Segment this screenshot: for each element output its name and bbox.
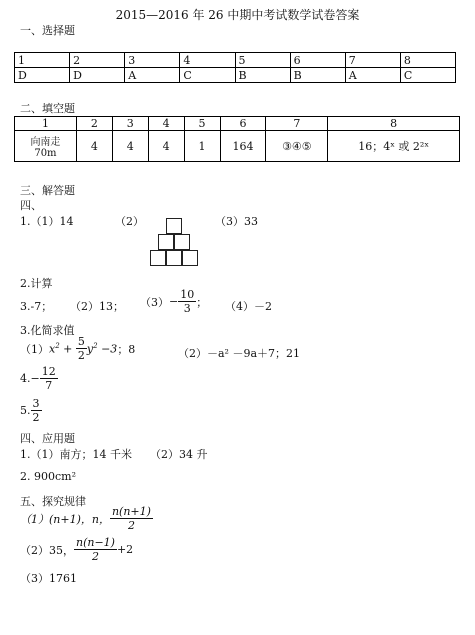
q3-part2: （2）－a² －9a＋7；21	[178, 347, 301, 360]
separator: ；	[196, 295, 208, 309]
section-solve-heading: 三、解答题	[20, 184, 75, 197]
q2-part2: （2）13；	[70, 300, 124, 313]
table-cell: 1	[15, 53, 70, 68]
cube-square	[150, 250, 166, 266]
q1-part1: 1.（1）14	[20, 215, 74, 228]
table-cell: 向南走 70m	[15, 131, 77, 162]
section-application-heading: 四、应用题	[20, 432, 75, 445]
section-fill-heading: 二、填空题	[20, 102, 75, 115]
fraction	[110, 506, 153, 531]
cube-view-figure	[150, 218, 200, 268]
q2-part3	[140, 289, 207, 314]
cube-square	[174, 234, 190, 250]
table-cell: 4	[76, 131, 112, 162]
fraction	[76, 336, 87, 361]
table-cell: 2	[76, 117, 112, 131]
app-answer-2: 2. 900cm²	[20, 470, 76, 483]
fraction-numerator: n(n−1)	[76, 536, 115, 549]
page-title: 2015—2016 年 26 中期中考试数学试卷答案	[115, 8, 360, 22]
table-cell: 8	[328, 117, 460, 131]
math-expression: $y^2 -3$	[86, 341, 118, 356]
table-cell: 3	[125, 53, 180, 68]
fraction	[178, 289, 196, 314]
section-pattern-heading: 五、探究规律	[20, 495, 86, 508]
q4-label: 4.	[20, 372, 31, 385]
table-cell: 4	[180, 53, 235, 68]
table-cell: D	[15, 68, 70, 83]
pattern-answer-2-label: （2）35，	[20, 543, 74, 557]
fraction-numerator: 5	[77, 335, 85, 348]
table-cell: 4	[148, 131, 184, 162]
table-cell: D	[70, 68, 125, 83]
cube-square	[166, 250, 182, 266]
fill-number-row	[15, 117, 460, 131]
table-cell: ③④⑤	[266, 131, 328, 162]
table-cell: 164	[220, 131, 266, 162]
table-cell: B	[235, 68, 290, 83]
fraction-numerator: 10	[180, 288, 195, 301]
q1-part3: （3）33	[215, 215, 258, 228]
table-cell: 6	[290, 53, 345, 68]
table-cell: B	[290, 68, 345, 83]
table-cell: 16；4ˣ 或 2²ˣ	[328, 131, 460, 162]
q2-heading: 2.计算	[20, 277, 53, 290]
app-answer-1: 1.（1）南方；14 千米	[20, 448, 132, 461]
table-cell: A	[345, 68, 400, 83]
table-cell: 1	[184, 131, 220, 162]
q4-answer	[20, 366, 58, 391]
table-cell: 4	[112, 131, 148, 162]
cube-square	[166, 218, 182, 234]
pattern-answer-3: （3）1761	[20, 572, 77, 585]
choice-answer-row	[15, 68, 456, 83]
table-cell: C	[180, 68, 235, 83]
pattern-answer-1	[20, 506, 153, 531]
fraction-denominator: 2	[32, 411, 40, 424]
q3-heading: 3.化简求值	[20, 324, 75, 337]
table-cell: 7	[266, 117, 328, 131]
q3-part1-result: ；8	[117, 342, 136, 356]
fraction-denominator: 2	[91, 550, 99, 563]
q5-answer	[20, 398, 42, 423]
table-cell: C	[400, 68, 455, 83]
table-cell: 6	[220, 117, 266, 131]
fraction-numerator: n(n+1)	[111, 505, 151, 518]
q1-part2-label: （2）	[115, 215, 144, 228]
table-cell: 1	[15, 117, 77, 131]
minus-sign: −	[169, 295, 179, 308]
math-expression: $x^2$ +	[49, 341, 76, 356]
table-cell: 4	[148, 117, 184, 131]
minus-sign: −	[30, 372, 40, 385]
q3-part1	[20, 336, 135, 361]
table-cell: 5	[184, 117, 220, 131]
table-cell: A	[125, 68, 180, 83]
cube-square	[182, 250, 198, 266]
q2-part4: （4）－2	[225, 300, 272, 313]
choice-answer-table	[14, 52, 456, 83]
table-cell: 5	[235, 53, 290, 68]
fill-answer-row	[15, 131, 460, 162]
pattern-answer-2	[20, 537, 133, 562]
fill-answer-table	[14, 116, 460, 162]
fraction	[40, 366, 58, 391]
fraction-denominator: 2	[77, 349, 85, 362]
fraction	[31, 398, 42, 423]
pattern-answer-2-suffix: +2	[116, 543, 134, 556]
fraction-numerator: 12	[41, 365, 56, 378]
fraction-denominator: 7	[45, 379, 53, 392]
table-cell: 3	[112, 117, 148, 131]
fraction-denominator: 3	[183, 302, 191, 315]
cube-square	[158, 234, 174, 250]
app-answer-1b: （2）34 升	[150, 448, 208, 461]
table-cell: 8	[400, 53, 455, 68]
section-four-label: 四、	[20, 199, 42, 212]
q3-part1-label: （1）	[20, 342, 49, 356]
fraction	[74, 537, 117, 562]
q2-part1: 3.-7；	[20, 300, 53, 313]
table-cell: 7	[345, 53, 400, 68]
pattern-answer-1-label: （1）(n+1)，n，	[20, 512, 110, 526]
section-choice-heading: 一、选择题	[20, 24, 75, 37]
choice-number-row	[15, 53, 456, 68]
fraction-denominator: 2	[127, 519, 135, 532]
table-cell: 2	[70, 53, 125, 68]
q5-label: 5.	[20, 404, 31, 417]
fraction-numerator: 3	[32, 397, 40, 410]
q2-part3-label: （3）	[140, 295, 169, 309]
